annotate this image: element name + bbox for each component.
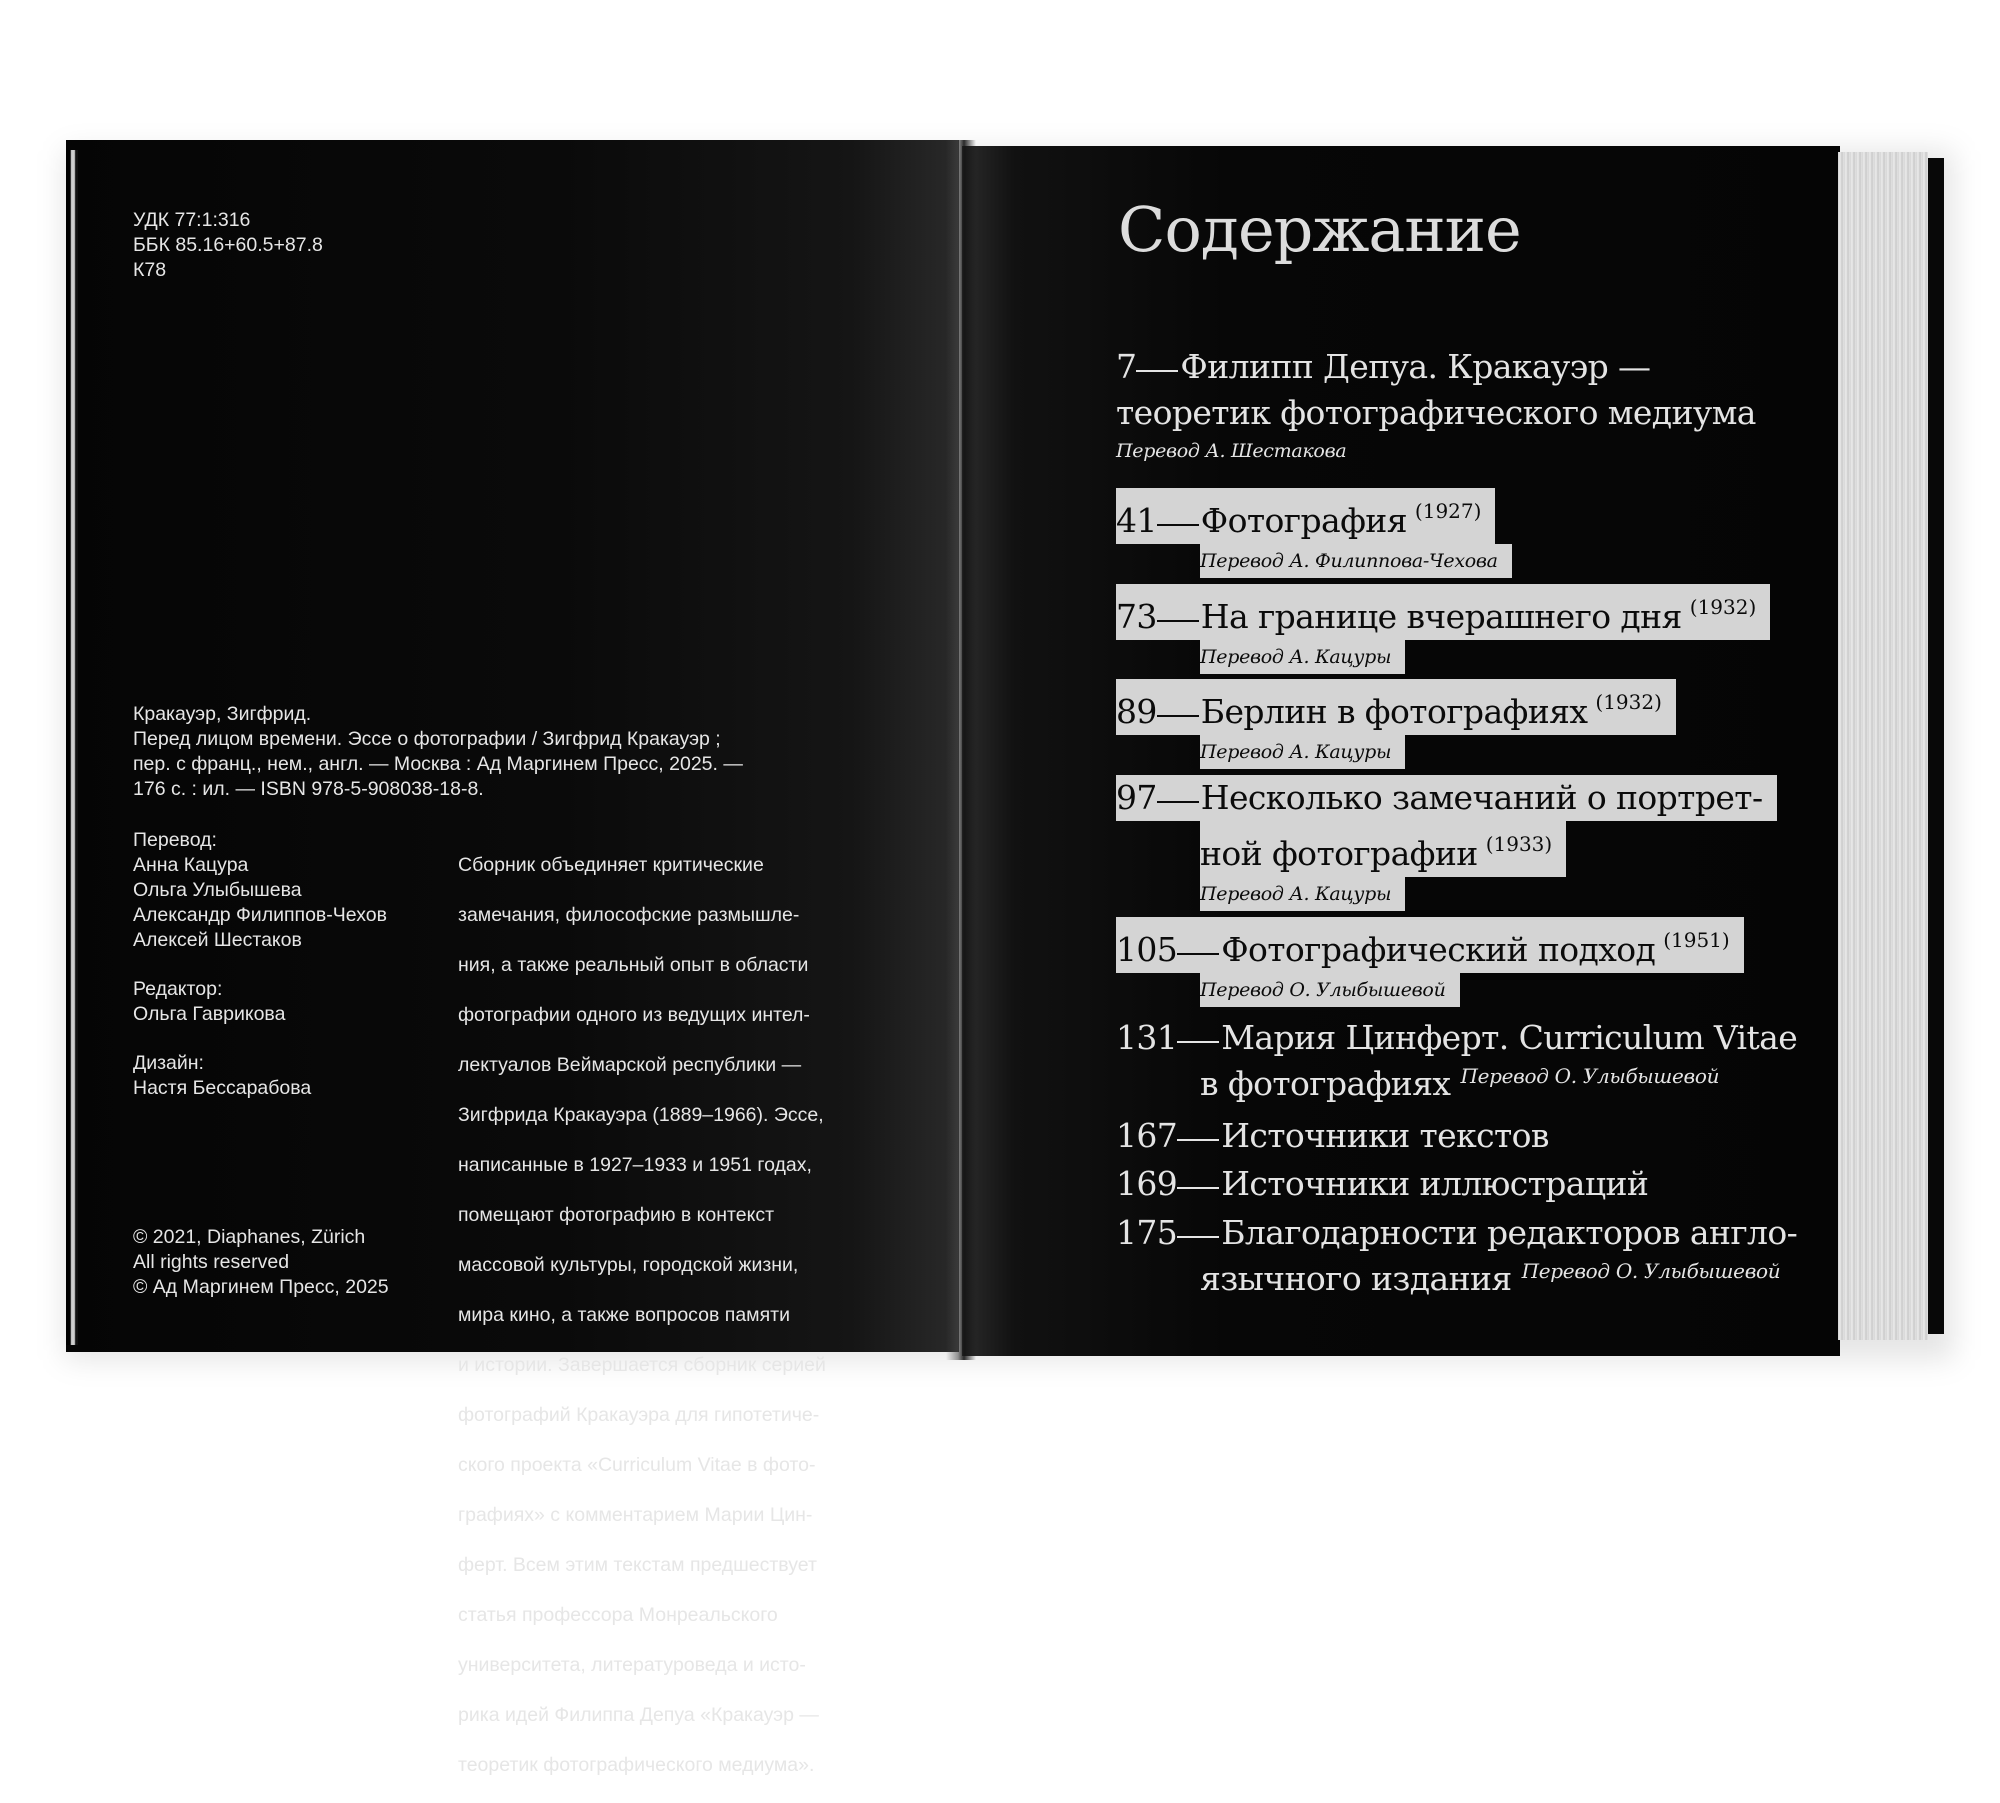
translation-label: Перевод: bbox=[133, 829, 217, 851]
toc-entry-title-cont: ной фотографии bbox=[1200, 834, 1478, 873]
toc-entry bbox=[1116, 344, 1756, 466]
annotation-line: массовой культуры, городской жизни, bbox=[458, 1254, 799, 1276]
bib-line: Перед лицом времени. Эссе о фотографии / Зигфрид Кракауэр ; bbox=[133, 728, 721, 750]
annotation-line: лектуалов Веймарской республики — bbox=[458, 1054, 802, 1076]
toc-entry-title: Несколько замечаний о портрет- bbox=[1200, 778, 1763, 817]
toc-leader bbox=[1177, 1187, 1219, 1189]
bib-line: Кракауэр, Зигфрид. bbox=[133, 703, 312, 725]
toc-entry-highlighted bbox=[1116, 488, 1512, 578]
toc-translator: Перевод О. Улыбышевой bbox=[1521, 1259, 1781, 1283]
translator-name: Анна Кацура bbox=[133, 854, 249, 876]
toc-translator: Перевод А. Кацуры bbox=[1200, 735, 1405, 769]
bbk-code: ББК 85.16+60.5+87.8 bbox=[133, 234, 323, 256]
bibliographic-record bbox=[133, 702, 753, 802]
toc-translator: Перевод А. Шестакова bbox=[1116, 440, 1347, 462]
annotation-line: замечания, философские размышле- bbox=[458, 904, 800, 926]
annotation-line: Сборник объединяет критические bbox=[458, 854, 764, 876]
toc-entry bbox=[1116, 1210, 1797, 1302]
translator-name: Александр Филиппов-Чехов bbox=[133, 904, 387, 926]
toc-entry-title-cont: в фотографиях bbox=[1200, 1064, 1451, 1103]
copyright-line: All rights reserved bbox=[133, 1251, 290, 1273]
toc-leader bbox=[1177, 1236, 1219, 1238]
toc-translator: Перевод А. Кацуры bbox=[1200, 640, 1405, 674]
annotation-line: написанные в 1927–1933 и 1951 годах, bbox=[458, 1154, 812, 1176]
annotation-line: ского проекта «Curriculum Vitae в фото- bbox=[458, 1454, 816, 1476]
toc-entry-year: (1927) bbox=[1414, 499, 1482, 523]
design-group bbox=[133, 1051, 443, 1101]
toc-page-number: 41 bbox=[1116, 501, 1157, 540]
annotation-line: мира кино, а также вопросов памяти bbox=[458, 1304, 790, 1326]
editor-label: Редактор: bbox=[133, 978, 223, 1000]
page-block-edge bbox=[1838, 152, 1928, 1340]
annotation-line: университета, литературоведа и исто- bbox=[458, 1654, 806, 1676]
toc-entry-title: Берлин в фотографиях bbox=[1200, 692, 1588, 731]
editor-group bbox=[133, 977, 443, 1027]
translators-group bbox=[133, 828, 443, 953]
toc-leader bbox=[1157, 715, 1199, 717]
toc-page-number: 73 bbox=[1116, 597, 1157, 636]
designer-name: Настя Бессарабова bbox=[133, 1077, 312, 1099]
copyright-block bbox=[133, 1225, 389, 1300]
toc-entry bbox=[1116, 1113, 1549, 1159]
toc-leader bbox=[1157, 801, 1199, 803]
toc-entry-title: Источники иллюстраций bbox=[1221, 1164, 1649, 1203]
book-spine-gutter bbox=[946, 140, 976, 1360]
toc-page-number: 97 bbox=[1116, 778, 1157, 817]
annotation-line: рика идей Филиппа Депуа «Кракауэр — bbox=[458, 1704, 819, 1726]
udk-code: УДК 77:1:316 bbox=[133, 209, 251, 231]
annotation-line: статья профессора Монреальского bbox=[458, 1604, 778, 1626]
design-label: Дизайн: bbox=[133, 1052, 204, 1074]
toc-entry bbox=[1116, 1015, 1797, 1107]
toc-translator: Перевод О. Улыбышевой bbox=[1460, 1064, 1720, 1088]
annotation-line: помещают фотографию в контекст bbox=[458, 1204, 775, 1226]
toc-entry-title: Филипп Депуа. Кракауэр — bbox=[1180, 347, 1651, 386]
toc-leader bbox=[1157, 620, 1199, 622]
annotation-line: графиях» с комментарием Марии Цин- bbox=[458, 1504, 813, 1526]
toc-page-number: 131 bbox=[1116, 1018, 1178, 1057]
bib-line: пер. с франц., нем., англ. — Москва : Ад Маргинем Пресс, 2025. — bbox=[133, 753, 743, 775]
toc-entry-year: (1933) bbox=[1485, 832, 1553, 856]
toc-page-number: 167 bbox=[1116, 1116, 1178, 1155]
bib-line: 176 с. : ил. — ISBN 978-5-908038-18-8. bbox=[133, 778, 484, 800]
toc-entry-year: (1951) bbox=[1663, 928, 1730, 952]
toc-page-number: 7 bbox=[1116, 347, 1137, 386]
annotation-line: Зигфрида Кракауэра (1889–1966). Эссе, bbox=[458, 1104, 824, 1126]
toc-entry-title: Фотографический подход bbox=[1221, 930, 1656, 969]
toc-entry-highlighted bbox=[1116, 917, 1744, 1007]
annotation-line: фотографии одного из ведущих интел- bbox=[458, 1004, 810, 1026]
toc-entry-year: (1932) bbox=[1689, 595, 1757, 619]
toc-leader bbox=[1157, 524, 1199, 526]
toc-page-number: 169 bbox=[1116, 1164, 1178, 1203]
toc-leader bbox=[1177, 1041, 1219, 1043]
toc-leader bbox=[1177, 1139, 1219, 1141]
toc-entry-highlighted bbox=[1116, 679, 1676, 769]
toc-page-number: 89 bbox=[1116, 692, 1157, 731]
annotation-line: ния, а также реальный опыт в области bbox=[458, 954, 809, 976]
toc-entry-title: На границе вчерашнего дня bbox=[1200, 597, 1682, 636]
toc-entry-year: (1932) bbox=[1595, 690, 1662, 714]
left-page-edge bbox=[66, 150, 78, 1345]
credits bbox=[133, 828, 443, 1125]
annotation-line: и истории. Завершается сборник серией bbox=[458, 1354, 826, 1376]
toc-title: Содержание bbox=[1118, 193, 1521, 266]
toc-entry-title-cont: теоретик фотографического медиума bbox=[1116, 393, 1756, 432]
translator-name: Ольга Улыбышева bbox=[133, 879, 302, 901]
toc-leader bbox=[1136, 370, 1178, 372]
classification-codes bbox=[133, 208, 323, 283]
toc-page-number: 175 bbox=[1116, 1213, 1178, 1252]
toc-entry-title: Источники текстов bbox=[1221, 1116, 1549, 1155]
annotation-line: фотографий Кракауэра для гипотетиче- bbox=[458, 1404, 820, 1426]
toc-leader bbox=[1177, 953, 1219, 955]
toc-entry-title: Мария Цинферт. Curriculum Vitae bbox=[1221, 1018, 1798, 1057]
toc-translator: Перевод А. Филиппова-Чехова bbox=[1200, 544, 1512, 578]
toc-entry-title-cont: язычного издания bbox=[1200, 1259, 1512, 1298]
toc-entry bbox=[1116, 1161, 1648, 1207]
copyright-line: © Ад Маргинем Пресс, 2025 bbox=[133, 1276, 389, 1298]
toc-page-number: 105 bbox=[1116, 930, 1178, 969]
toc-translator: Перевод А. Кацуры bbox=[1200, 877, 1405, 911]
toc-entry-highlighted bbox=[1116, 775, 1777, 911]
toc-entry-title: Фотография bbox=[1200, 501, 1407, 540]
toc-entry-title: Благодарности редакторов англо- bbox=[1221, 1213, 1798, 1252]
annotation bbox=[458, 828, 858, 1803]
editor-name: Ольга Гаврикова bbox=[133, 1003, 286, 1025]
toc-translator: Перевод О. Улыбышевой bbox=[1200, 973, 1460, 1007]
translator-name: Алексей Шестаков bbox=[133, 929, 302, 951]
annotation-line: теоретик фотографического медиума». bbox=[458, 1754, 815, 1776]
copyright-line: © 2021, Diaphanes, Zürich bbox=[133, 1226, 366, 1248]
annotation-line: ферт. Всем этим текстам предшествует bbox=[458, 1554, 817, 1576]
toc-entry-highlighted bbox=[1116, 584, 1770, 674]
author-mark: К78 bbox=[133, 259, 167, 281]
